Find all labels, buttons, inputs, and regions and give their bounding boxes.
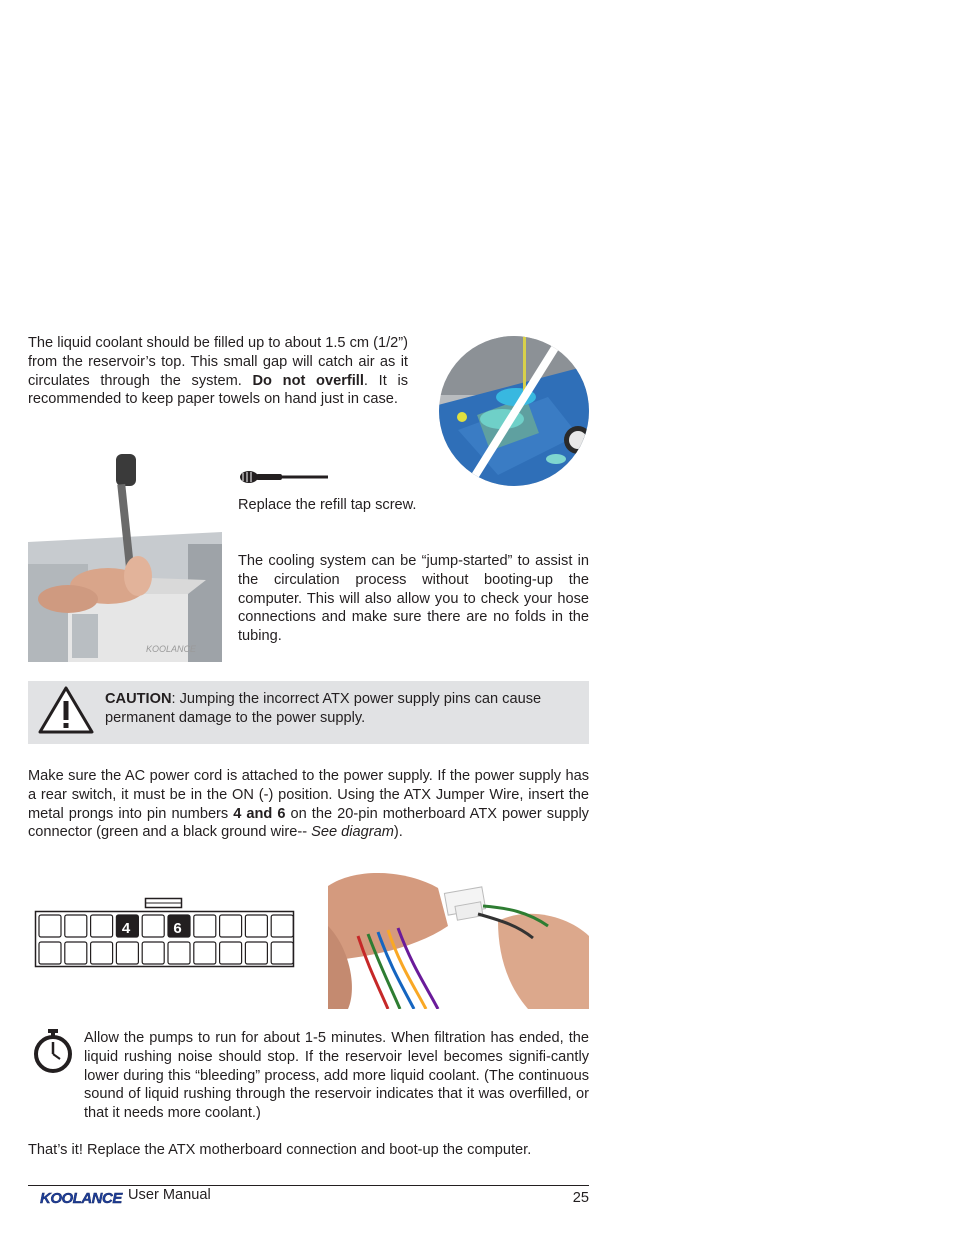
pump-run-paragraph: Allow the pumps to run for about 1-5 minutes. When filtration has ended, the liquid rushing noise should stop. If the reservoir level becomes signifi-cantly lower during this “bleeding” process, add more liquid coolant. (The continuous sound of liquid rushing through the reservoir indicates that it was overfilled, or that it needs more coolant.) [84, 1030, 589, 1122]
connector-pin-bottom-6 [168, 942, 190, 964]
warning-triangle-icon [37, 685, 95, 735]
coolant-fill-paragraph [28, 334, 408, 409]
connector-pin-bottom-5 [142, 942, 164, 964]
screwdriver-photo [28, 454, 222, 662]
replace-screw-text: Replace the refill tap screw. [238, 497, 417, 513]
jumpstart-paragraph: The cooling system can be “jump-started” to assist in the circulation process without booting-up the computer. This will also allow you to check your hose connections and make sure there are no folds in the tubing. [238, 553, 589, 645]
connector-pin-bottom-4 [116, 942, 138, 964]
instructions-text-3: ). [393, 824, 403, 841]
overfill-reservoir-photo [438, 335, 590, 487]
koolance-logo-text: KOOLANCE [40, 1190, 122, 1206]
instructions-text-1: Make sure the AC power cord is attached to the power supply. If the power supply has a rear switch, it must be in the ON (-) position. Using the ATX Jumper Wire, insert the metal prongs into pin numbers [28, 768, 589, 822]
stopwatch-icon [31, 1028, 75, 1074]
caution-text [105, 690, 585, 728]
atx-jumper-instructions [28, 767, 589, 842]
footer-rule [28, 1185, 589, 1186]
connector-pin-bottom-7 [194, 942, 216, 964]
connector-pin-bottom-2 [65, 942, 87, 964]
connector-pin-bottom-9 [245, 942, 267, 964]
connector-pin-top-1 [39, 915, 61, 937]
jumper-wire-photo [328, 866, 589, 1009]
caution-label: CAUTION [105, 691, 172, 707]
user-manual-label: User Manual [128, 1187, 211, 1203]
connector-pin-top-10 [271, 915, 293, 937]
svg-text:KOOLANCE: KOOLANCE [146, 644, 197, 654]
page-number: 25 [572, 1190, 589, 1206]
atx-connector-diagram [34, 896, 296, 970]
caution-message: : Jumping the incorrect ATX power supply pins can cause permanent damage to the power supply. [105, 691, 542, 726]
connector-pin-top-2 [65, 915, 87, 937]
connector-pin-top-7 [194, 915, 216, 937]
pin-6-label: 6 [173, 920, 182, 937]
connector-pin-bottom-10 [271, 942, 293, 964]
instructions-text-2: on the 20-pin motherboard ATX power supply connector (green and a black ground wire-- [28, 805, 589, 841]
connector-pin-top-3 [91, 915, 113, 937]
connector-pin-top-5 [142, 915, 164, 937]
pin-numbers: 4 and 6 [233, 805, 286, 822]
coolant-fill-text-end: . It is recommended to keep paper towels on hand just in case. [28, 372, 409, 408]
closing-paragraph: That’s it! Replace the ATX motherboard connection and boot-up the computer. [28, 1142, 532, 1158]
see-diagram-reference: See diagram [311, 824, 394, 841]
connector-pin-top-8 [220, 915, 242, 937]
koolance-logo [38, 1188, 124, 1206]
coolant-fill-text: The liquid coolant should be filled up to about 1.5 cm (1/2”) from the reservoir’s top. This small gap will catch air as it circulates through the system. [28, 335, 408, 389]
connector-pin-bottom-3 [91, 942, 113, 964]
screwdriver-icon [239, 469, 331, 485]
connector-pin-bottom-1 [39, 942, 61, 964]
overfill-warning: Do not overfill [252, 372, 364, 389]
pin-4-label: 4 [121, 920, 131, 937]
connector-pin-top-9 [245, 915, 267, 937]
connector-pin-bottom-8 [220, 942, 242, 964]
